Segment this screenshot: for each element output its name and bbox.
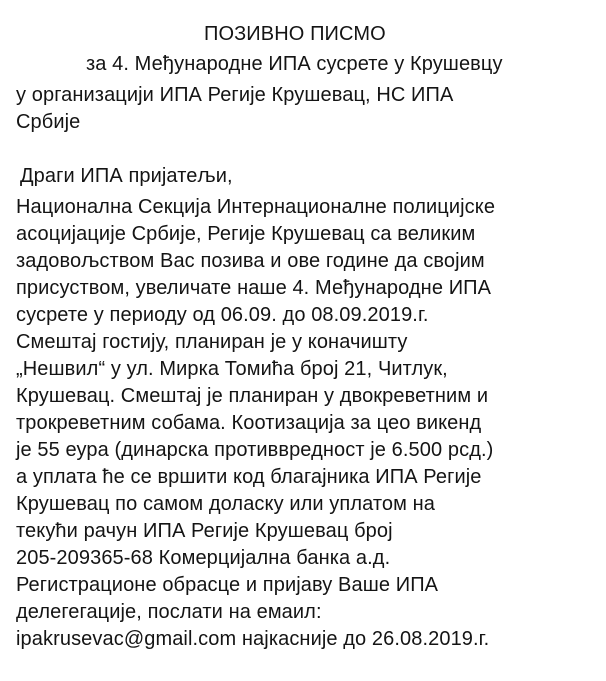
- greeting: Драги ИПА пријатељи,: [20, 165, 233, 187]
- body-line: асоцијације Србије, Регије Крушевац са великим: [16, 223, 476, 245]
- intro-line: Србије: [16, 111, 81, 133]
- body-line: Смештај гостију, планиран је у коначишту: [16, 331, 408, 353]
- email-deadline-line: ipakrusevac@gmail.com најкасније до 26.08.2019.г.: [16, 628, 490, 650]
- body-line: „Нешвил“ у ул. Мирка Томића број 21, Читлук,: [16, 358, 448, 380]
- body-line: задовољством Вас позива и ове године да својим: [16, 250, 485, 272]
- body-line: 205-209365-68 Комерцијална банка а.д.: [16, 547, 391, 569]
- body-line: трокреветним собама. Коотизација за цео викенд: [16, 412, 482, 434]
- intro-line: за 4. Међународне ИПА сусрете у Крушевцу: [86, 53, 503, 75]
- body-line: сусрете у периоду од 06.09. до 08.09.2019.г.: [16, 304, 429, 326]
- body-line: текући рачун ИПА Регије Крушевац број: [16, 520, 393, 542]
- body-line: је 55 еура (динарска противвредност је 6.500 рсд.): [16, 439, 494, 461]
- body-line: Национална Секција Интернационалне полицијске: [16, 196, 496, 218]
- letter-title: ПОЗИВНО ПИСМО: [204, 23, 386, 45]
- body-line: а уплата ће се вршити код благајника ИПА Регије: [16, 466, 482, 488]
- body-line: Крушевац. Смештај је планиран у двокреветним и: [16, 385, 489, 407]
- body-line: Регистрационе обрасце и пријаву Ваше ИПА: [16, 574, 439, 596]
- body-line: делегегације, послати на емаил:: [16, 601, 322, 623]
- body-line: Крушевац по самом доласку или уплатом на: [16, 493, 436, 515]
- body-line: присуством, увеличате наше 4. Међународне ИПА: [16, 277, 492, 299]
- intro-line: у организацији ИПА Регије Крушевац, НС ИПА: [16, 84, 454, 106]
